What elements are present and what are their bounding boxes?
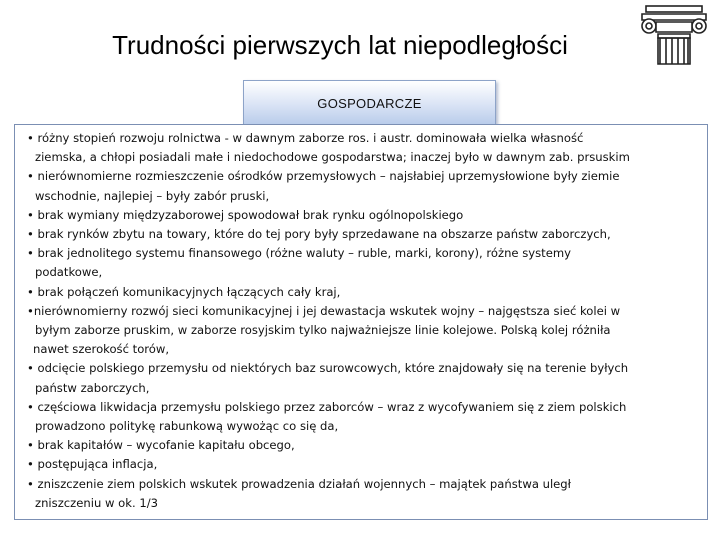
list-item (27, 436, 699, 455)
list-item (27, 455, 699, 474)
list-item (27, 225, 699, 244)
list-item-line: • brak połączeń komunikacyjnych łączących cały kraj, (27, 284, 341, 299)
list-item-line: • postępująca inflacja, (27, 457, 158, 472)
list-item-line: • zniszczenie ziem polskich wskutek prowadzenia działań wojennych – majątek państwa uległ (27, 476, 571, 491)
category-header: GOSPODARCZE (243, 80, 496, 126)
list-item (27, 475, 699, 513)
list-item-line: prowadzono politykę rabunkową wywożąc co się da, (35, 419, 339, 434)
list-item (27, 359, 699, 397)
list-item-line: ziemska, a chłopi posiadali małe i niedochodowe gospodarstwa; inaczej było w dawnym zab. prsuskim (35, 150, 630, 165)
list-item-line: zniszczeniu w ok. 1/3 (35, 495, 158, 510)
list-item-line: • brak kapitałów – wycofanie kapitału obcego, (27, 438, 295, 453)
list-item-line: podatkowe, (35, 265, 103, 280)
list-item-line: • brak jednolitego systemu finansowego (różne waluty – ruble, marki, korony), różne systemy (27, 246, 572, 261)
list-item-line: • brak wymiany międzyzaborowej spowodował brak rynku ogólnopolskiego (27, 207, 464, 222)
list-item (27, 206, 699, 225)
list-item (27, 167, 699, 205)
list-item-line: • częściowa likwidacja przemysłu polskiego przez zaborców – wraz z wycofywaniem się z ziem polskich (27, 399, 627, 414)
list-item-line: państw zaborczych, (35, 380, 150, 395)
list-item (27, 244, 699, 282)
list-item-line: byłym zaborze pruskim, w zaborze rosyjskim tylko najważniejsze linie kolejowe. Polską kolej różniła (35, 323, 611, 338)
list-item-line: • różny stopień rozwoju rolnictwa - w dawnym zaborze ros. i austr. dominowała wielka własność (27, 131, 584, 145)
list-item-line: • nierównomierne rozmieszczenie ośrodków przemysłowych – najsłabiej uprzemysłowione były ziemie (27, 169, 620, 184)
list-item-line: wschodnie, najlepiej – były zabór pruski, (35, 188, 270, 203)
list-item (27, 398, 699, 436)
content-box (14, 124, 708, 520)
list-item (27, 302, 699, 360)
list-item-line: nawet szerokość torów, (33, 342, 170, 357)
list-item-line: • brak rynków zbytu na towary, które do tej pory były sprzedawane na obszarze państw zaborczych, (27, 227, 611, 242)
slide-title: Trudności pierwszych lat niepodległości (112, 30, 568, 60)
list-item (27, 283, 699, 302)
column-capital-icon (636, 2, 712, 66)
list-item-line: • odcięcie polskiego przemysłu od niektórych baz surowcowych, które znajdowały się na terenie byłych (27, 361, 629, 376)
list-item (27, 129, 699, 167)
list-item-line: •nierównomierny rozwój sieci komunikacyjnej i jej dewastacja wskutek wojny – najgęstsza sieć kolei w (27, 303, 621, 318)
